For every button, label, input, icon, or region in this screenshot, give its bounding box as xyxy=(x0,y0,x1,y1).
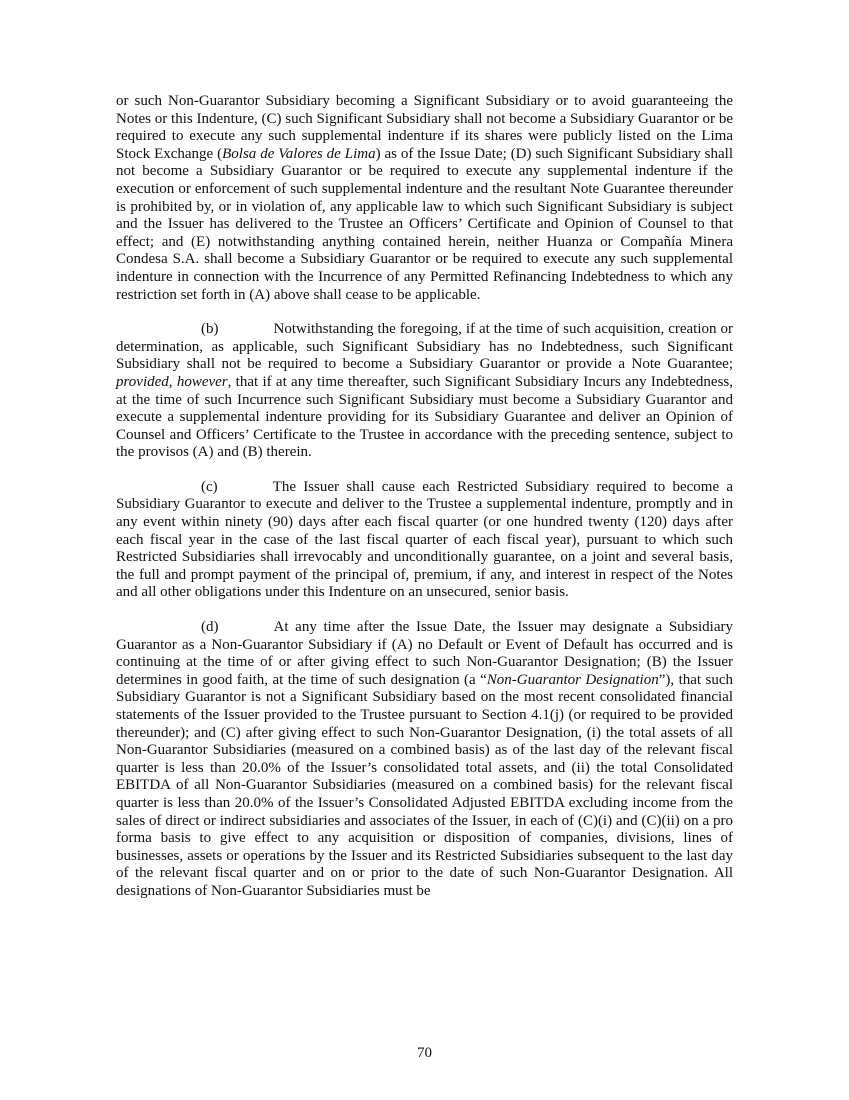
italic-term: however xyxy=(176,373,228,390)
paragraph-text: or such Non-Guarantor Subsidiary becoming a Significant Subsidiary or to avoid guaranteeing the Notes or this Indenture, (C) such Significant Subsidiary shall not become a Subsidiary Guarantor or be required to execute any such supplemental indenture if its shares were publicly listed on the Lima Stock Exchange ( xyxy=(116,93,733,162)
paragraph-text: The Issuer shall cause each Restricted Subsidiary required to become a Subsidiary Guarantor to execute and deliver to the Trustee a supplemental indenture, promptly and in any event within ninety (90) days after each fiscal quarter (or one hundred twenty (120) days after each fiscal year in the case of the last fiscal quarter of each fiscal year), pursuant to which such Restricted Subsidiaries shall irrevocably and unconditionally guarantee, on a joint and several basis, the full and prompt payment of the principal of, premium, if any, and interest in respect of the Notes and all other obligations under this Indenture on an unsecured, senior basis. xyxy=(116,478,733,601)
paragraph-text: , xyxy=(168,373,177,390)
paragraph-text: ”), that such Subsidiary Guarantor is not a Significant Subsidiary based on the most recent consolidated financial statements of the Issuer provided to the Trustee pursuant to Section 4.1(j) (or required to be provided thereunder); and (C) after giving effect to such Non-Guarantor Designation, (i) the total assets of all Non-Guarantor Subsidiaries (measured on a combined basis) as of the last day of the relevant fiscal quarter is less than 20.0% of the Issuer’s consolidated total assets, and (ii) the total Consolidated EBITDA of all Non-Guarantor Subsidiaries (measured on a combined basis) for the relevant fiscal quarter is less than 20.0% of the Issuer’s Consolidated Adjusted EBITDA excluding income from the sales of direct or indirect subsidiaries and associates of the Issuer, in each of (C)(i) and (C)(ii) on a pro forma basis to give effect to any acquisition or disposition of companies, divisions, lines of businesses, assets or operations by the Issuer and its Restricted Subsidiaries subsequent to the last day of the relevant fiscal quarter and on or prior to the date of such Non-Guarantor Designation. All designations of Non-Guarantor Subsidiaries must be xyxy=(116,671,733,899)
paragraph-d xyxy=(116,619,733,901)
paragraph-text: At any time after the Issue Date, the Issuer may designate a Subsidiary Guarantor as a Non-Guarantor Subsidiary if (A) no Default or Event of Default has occurred and is continuing at the time of or after giving effect to such Non-Guarantor Designation; (B) the Issuer determines in good faith, at the time of such designation (a “ xyxy=(116,619,733,688)
paragraph-text: ) as of the Issue Date; (D) such Significant Subsidiary shall not become a Subsidiary Guarantor or be required to execute any supplemental indenture if the execution or enforcement of such supplemental indenture and the resultant Note Guarantee thereunder is prohibited by, or in violation of, any applicable law to which such Significant Subsidiary is subject and the Issuer has delivered to the Trustee an Officers’ Certificate and Opinion of Counsel to that effect; and (E) notwithstanding anything contained herein, neither Huanza or Compañía Minera Condesa S.A. shall become a Subsidiary Guarantor or be required to execute any such supplemental indenture in connection with the Incurrence of any Permitted Refinancing Indebtedness to which any restriction set forth in (A) above shall cease to be applicable. xyxy=(116,145,733,303)
paragraph-text: Notwithstanding the foregoing, if at the time of such acquisition, creation or determination, as applicable, such Significant Subsidiary has no Indebtedness, such Significant Subsidiary shall not be required to become a Subsidiary Guarantor or provide a Note Guarantee; xyxy=(116,321,733,373)
clause-label: (b) xyxy=(201,321,219,338)
document-body xyxy=(116,93,733,901)
italic-term: provided xyxy=(116,373,169,390)
clause-label: (d) xyxy=(201,619,219,636)
paragraph-continued xyxy=(116,93,733,304)
italic-term: Non-Guarantor Designation xyxy=(486,671,659,688)
paragraph-text: , that if at any time thereafter, such Significant Subsidiary Incurs any Indebtedness, at the time of such Incurrence such Significant Subsidiary must become a Subsidiary Guarantor and execute a supplemental indenture providing for its Subsidiary Guarantee and deliver an Opinion of Counsel and Officers’ Certificate to the Trustee in accordance with the preceding sentence, subject to the provisos (A) and (B) therein. xyxy=(116,373,733,461)
paragraph-c xyxy=(116,479,733,602)
page-number: 70 xyxy=(417,1045,432,1061)
paragraph-b xyxy=(116,321,733,462)
italic-term: Bolsa de Valores de Lima xyxy=(222,145,376,162)
clause-label: (c) xyxy=(201,478,218,495)
